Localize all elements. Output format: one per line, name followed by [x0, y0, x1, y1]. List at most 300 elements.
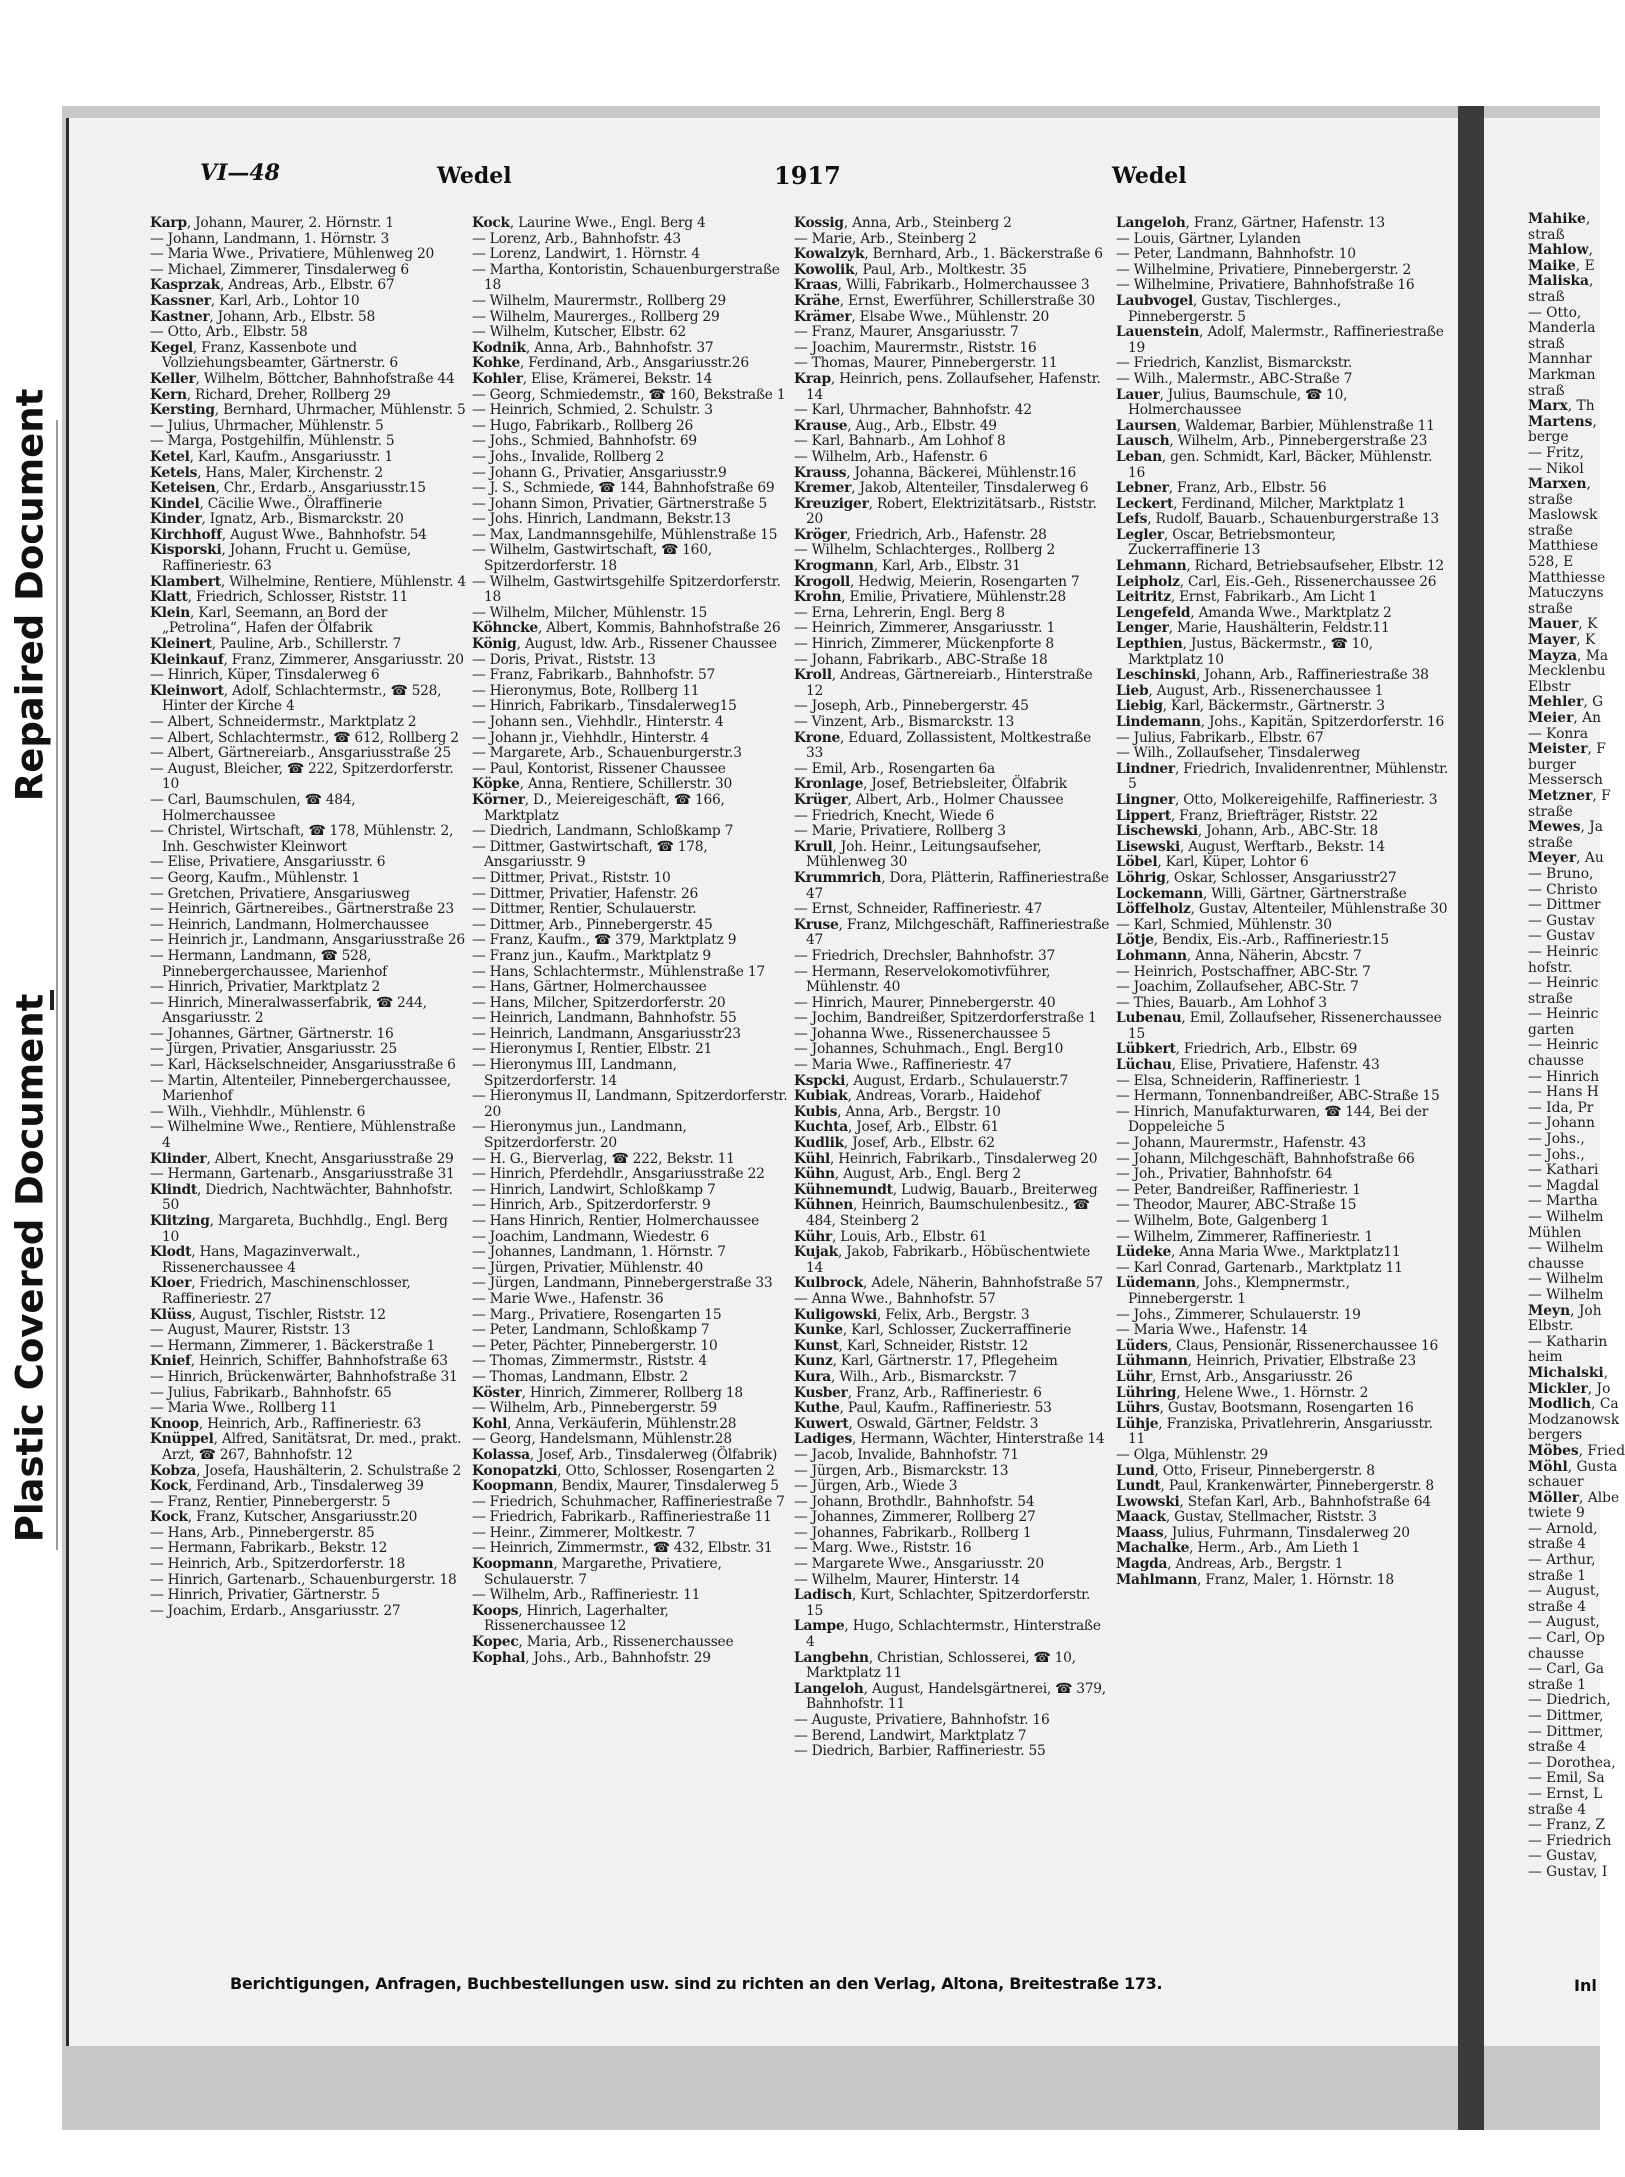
directory-entry: Lühring, Helene Wwe., 1. Hörnstr. 2	[1116, 1384, 1369, 1401]
directory-entry: Ladiges, Hermann, Wächter, Hinterstraße 14	[794, 1431, 1105, 1448]
directory-entry: Lepthien, Justus, Bäckermstr., ☎ 10, Marktplatz 10	[1116, 636, 1373, 668]
directory-entry: Lischewski, Johann, Arb., ABC-Str. 18	[1116, 823, 1378, 840]
directory-entry: — Johann G., Privatier, Ansgariusstr.9	[472, 464, 727, 481]
directory-entry: — Jürgen, Landmann, Pinnebergerstraße 33	[472, 1275, 773, 1292]
directory-entry: Legler, Oscar, Betriebsmonteur, Zuckerraffinerie 13	[1116, 526, 1336, 559]
directory-entry: Lührs, Gustav, Bootsmann, Rosengarten 16	[1116, 1400, 1414, 1417]
directory-entry: — Hans, Gärtner, Holmerchaussee	[472, 979, 707, 996]
directory-entry: — Wilhelmine, Privatiere, Bahnhofstraße 16	[1116, 277, 1415, 294]
next-page-line: — Ernst, L	[1528, 1785, 1603, 1802]
directory-entry: Lund, Otto, Friseur, Pinnebergerstr. 8	[1116, 1462, 1375, 1479]
next-page-line: straß	[1528, 382, 1565, 399]
directory-entry: Koops, Hinrich, Lagerhalter, Rissenerchaussee 12	[472, 1602, 669, 1635]
directory-entry: — Heinrich, Landmann, Ansgariusstr23	[472, 1025, 741, 1042]
directory-entry: Koopmann, Margarethe, Privatiere, Schulauerstr. 7	[472, 1556, 722, 1588]
directory-entry: — Maria Wwe., Raffineriestr. 47	[794, 1057, 1012, 1074]
directory-entry: Lebner, Franz, Arb., Elbstr. 56	[1116, 480, 1327, 497]
next-page-line: chausse	[1528, 1053, 1585, 1070]
directory-entry: Magda, Andreas, Arb., Bergstr. 1	[1116, 1556, 1344, 1573]
directory-entry: — August, Bleicher, ☎ 222, Spitzerdorferstr. 10	[150, 760, 454, 793]
directory-entry: — Johannes, Landmann, 1. Hörnstr. 7	[472, 1244, 726, 1261]
directory-entry: — Peter, Landmann, Schloßkamp 7	[472, 1322, 710, 1339]
directory-entry: — Maria Wwe., Hafenstr. 14	[1116, 1322, 1308, 1339]
next-page-line: — Friedrich	[1528, 1832, 1612, 1849]
next-page-line: — Konra	[1528, 725, 1589, 742]
directory-entry: Lingner, Otto, Molkereigehilfe, Raffineriestr. 3	[1116, 791, 1438, 808]
place-heading-right: Wedel	[1112, 163, 1187, 189]
next-page-line: twiete 9	[1528, 1505, 1585, 1522]
next-page-line: Mannhar	[1528, 351, 1592, 368]
next-page-line: — Carl, Ga	[1528, 1661, 1604, 1678]
next-page-line: Mehler, G	[1528, 694, 1604, 711]
next-page-line: — Fritz,	[1528, 444, 1584, 461]
directory-entry: Kühr, Louis, Arb., Elbstr. 61	[794, 1228, 988, 1245]
directory-entry: Lundt, Paul, Krankenwärter, Pinnebergerstr. 8	[1116, 1478, 1434, 1495]
directory-entry: Kroll, Andreas, Gärtnereiarb., Hinterstraße 12	[794, 667, 1093, 699]
next-page-line: Mauer, K	[1528, 616, 1598, 633]
directory-entry: Leitritz, Ernst, Fabrikarb., Am Licht 1	[1116, 589, 1377, 606]
directory-entry: Lühje, Franziska, Privatlehrerin, Ansgariusstr. 11	[1116, 1415, 1433, 1448]
next-page-line: — Johs.,	[1528, 1131, 1585, 1148]
directory-entry: — Johann Simon, Privatier, Gärtnerstraße 5	[472, 495, 768, 512]
next-page-line: — Katharin	[1528, 1333, 1608, 1350]
directory-column-2	[472, 216, 788, 1968]
directory-entry: Köster, Hinrich, Zimmerer, Rollberg 18	[472, 1384, 743, 1401]
next-page-line: — Bruno,	[1528, 865, 1594, 882]
directory-entry: Lenger, Marie, Haushälterin, Feldstr.11	[1116, 620, 1390, 637]
directory-entry: — Hermann, Tonnenbandreißer, ABC-Straße 15	[1116, 1088, 1440, 1105]
directory-entry: — Karl, Uhrmacher, Bahnhofstr. 42	[794, 402, 1032, 419]
directory-entry: — Martha, Kontoristin, Schauenburgerstraße 18	[472, 261, 780, 294]
directory-entry: Kronlage, Josef, Betriebsleiter, Ölfabrik	[794, 776, 1067, 793]
directory-entry: — Georg, Handelsmann, Mühlenstr.28	[472, 1431, 732, 1448]
directory-entry: — Erna, Lehrerin, Engl. Berg 8	[794, 604, 1005, 621]
directory-entry: — Johanna Wwe., Rissenerchaussee 5	[794, 1025, 1051, 1042]
directory-entry: Kegel, Franz, Kassenbote und Vollziehungsbeamter, Gärtnerstr. 6	[150, 339, 398, 372]
next-page-line: — Dittmer,	[1528, 1708, 1604, 1724]
directory-entry: Kspcki, August, Erdarb., Schulauerstr.7	[794, 1072, 1069, 1089]
directory-entry: — Marie, Privatiere, Rollberg 3	[794, 823, 1006, 840]
next-page-line: Matthiese	[1528, 538, 1599, 555]
directory-entry: — Hieronymus jun., Landmann, Spitzerdorferstr. 20	[472, 1119, 687, 1152]
directory-entry: Kusber, Franz, Arb., Raffineriestr. 6	[794, 1384, 1042, 1401]
directory-entry: — Karl Conrad, Gartenarb., Marktplatz 11	[1116, 1259, 1403, 1276]
directory-entry: Ladisch, Kurt, Schlachter, Spitzerdorferstr. 15	[794, 1587, 1091, 1619]
directory-entry: — Friedrich, Fabrikarb., Raffineriestraße 11	[472, 1509, 772, 1526]
stamp-label-repaired: Repaired Document	[8, 388, 52, 802]
directory-entry: Kühnen, Heinrich, Baumschulenbesitz., ☎ 484, Steinberg 2	[794, 1197, 1090, 1229]
next-page-line: — Wilhelm	[1528, 1271, 1604, 1288]
directory-entry: Köhncke, Albert, Kommis, Bahnhofstraße 26	[472, 620, 781, 637]
directory-entry: — Thomas, Zimmermstr., Riststr. 4	[472, 1353, 708, 1370]
directory-entry: — Maria Wwe., Rollberg 11	[150, 1400, 338, 1417]
directory-entry: — Johann sen., Viehhdlr., Hinterstr. 4	[472, 714, 724, 730]
next-page-line: — Otto,	[1528, 304, 1582, 321]
directory-entry: — Peter, Pächter, Pinnebergerstr. 10	[472, 1337, 718, 1354]
next-page-line: bergers	[1528, 1427, 1583, 1444]
directory-entry: Lausch, Wilhelm, Arb., Pinnebergerstraße 23	[1116, 433, 1428, 450]
next-page-line: — Arthur,	[1528, 1552, 1596, 1569]
directory-entry: — Hieronymus, Bote, Rollberg 11	[472, 682, 700, 699]
directory-entry: — Gretchen, Privatiere, Ansgariusweg	[150, 885, 410, 902]
next-page-line: Matuczyns	[1528, 585, 1604, 602]
directory-entry: — Georg, Schmiedemstr., ☎ 160, Bekstraße 1	[472, 386, 786, 403]
directory-entry: Kröger, Friedrich, Arb., Hafenstr. 28	[794, 526, 1047, 543]
directory-entry: Kohl, Anna, Verkäuferin, Mühlenstr.28	[472, 1415, 737, 1432]
directory-entry: Leschinski, Johann, Arb., Raffineriestraße 38	[1116, 667, 1429, 684]
directory-entry: Kunke, Karl, Schlosser, Zuckerraffinerie	[794, 1322, 1072, 1339]
directory-entry: — Julius, Fabrikarb., Bahnhofstr. 65	[150, 1384, 392, 1401]
directory-entry: Lüdemann, Johs., Klempnermstr., Pinnebergerstr. 1	[1116, 1275, 1350, 1307]
directory-entry: Kuligowski, Felix, Arb., Bergstr. 3	[794, 1306, 1030, 1323]
next-page-line: Elbstr.	[1528, 1318, 1574, 1335]
directory-entry: Krull, Joh. Heinr., Leitungsaufseher, Mühlenweg 30	[794, 838, 1042, 871]
directory-entry: — Olga, Mühlenstr. 29	[1116, 1446, 1268, 1463]
directory-entry: — H. G., Bierverlag, ☎ 222, Bekstr. 11	[472, 1150, 735, 1167]
directory-entry: — Hieronymus III, Landmann, Spitzerdorferstr. 14	[472, 1057, 677, 1089]
directory-entry: — Dittmer, Rentier, Schulauerstr.	[472, 901, 697, 918]
directory-entry: — Paul, Kontorist, Rissener Chaussee	[472, 760, 726, 777]
directory-entry: Klitzing, Margareta, Buchhdlg., Engl. Berg 10	[150, 1213, 448, 1245]
directory-entry: — Hinrich, Privatier, Gärtnerstr. 5	[150, 1587, 380, 1604]
directory-entry: Lübkert, Friedrich, Arb., Elbstr. 69	[1116, 1041, 1357, 1058]
directory-entry: — Julius, Uhrmacher, Mühlenstr. 5	[150, 417, 384, 434]
place-heading-left: Wedel	[437, 163, 512, 189]
directory-entry: Löffelholz, Gustav, Altenteiler, Mühlenstraße 30	[1116, 901, 1448, 918]
next-page-line: chausse	[1528, 1645, 1585, 1662]
directory-entry: — Georg, Kaufm., Mühlenstr. 1	[150, 869, 361, 886]
next-page-line: Maliska,	[1528, 273, 1594, 290]
directory-entry: — Friedrich, Schuhmacher, Raffineriestraße 7	[472, 1493, 785, 1510]
directory-entry: — Wilhelm, Gastwirtsgehilfe Spitzerdorferstr. 18	[472, 573, 781, 606]
directory-entry: — Johannes, Schuhmach., Engl. Berg10	[794, 1041, 1064, 1058]
directory-entry: Lisewski, August, Werftarb., Bekstr. 14	[1116, 838, 1385, 855]
directory-entry: — Johannes, Gärtner, Gärtnerstr. 16	[150, 1025, 394, 1042]
directory-entry: — Wilhelm, Arb., Raffineriestr. 11	[472, 1587, 701, 1604]
next-page-line: Meier, An	[1528, 710, 1601, 726]
directory-entry: — Friedrich, Drechsler, Bahnhofstr. 37	[794, 947, 1056, 964]
directory-entry: Kühn, August, Arb., Engl. Berg 2	[794, 1166, 1021, 1183]
scan-bottom-margin	[62, 2130, 1600, 2177]
directory-entry: Kobza, Josefa, Haushälterin, 2. Schulstraße 2	[150, 1462, 462, 1479]
directory-entry: — Elsa, Schneiderin, Raffineriestr. 1	[1116, 1072, 1362, 1089]
directory-entry: — Peter, Landmann, Bahnhofstr. 10	[1116, 246, 1356, 263]
directory-entry: Kasprzak, Andreas, Arb., Elbstr. 67	[150, 277, 395, 294]
directory-entry: — Vinzent, Arb., Bismarckstr. 13	[794, 714, 1015, 730]
next-page-line: Mühlen	[1528, 1224, 1582, 1241]
directory-entry: Kolassa, Josef, Arb., Tinsdalerweg (Ölfabrik)	[472, 1446, 778, 1463]
directory-entry: Laursen, Waldemar, Barbier, Mühlenstraße 11	[1116, 417, 1435, 434]
directory-entry: — Karl, Schmied, Mühlenstr. 30	[1116, 916, 1332, 933]
stamp-label-plastic-covered: Plastic Covered Document	[8, 993, 52, 1543]
directory-entry: Lüchau, Elise, Privatiere, Hafenstr. 43	[1116, 1057, 1380, 1074]
directory-entry: — Hinrich, Mineralwasserfabrik, ☎ 244, Ansgariusstr. 2	[150, 994, 427, 1027]
directory-entry: — Johs., Schmied, Bahnhofstr. 69	[472, 433, 697, 450]
directory-entry: — Joachim, Maurermstr., Riststr. 16	[794, 339, 1037, 356]
directory-entry: — Hugo, Fabrikarb., Rollberg 26	[472, 417, 694, 434]
year-heading: 1917	[774, 161, 841, 190]
directory-entry: Kock, Franz, Kutscher, Ansgariusstr.20	[150, 1509, 418, 1526]
next-page-line: straß	[1528, 226, 1565, 243]
directory-entry: Kujak, Jakob, Fabrikarb., Höbüschentwiete 14	[794, 1244, 1091, 1276]
book-gutter	[1458, 106, 1484, 2130]
next-page-line: Modlich, Ca	[1528, 1396, 1619, 1413]
next-page-line: Manderla	[1528, 320, 1596, 337]
directory-entry: Leban, gen. Schmidt, Karl, Bäcker, Mühlenstr. 16	[1116, 448, 1433, 481]
directory-entry: — Friedrich, Knecht, Wiede 6	[794, 807, 995, 824]
next-page-line: — Hinrich	[1528, 1068, 1600, 1085]
next-page-line: garten	[1528, 1021, 1575, 1038]
directory-entry: Ketel, Karl, Kaufm., Ansgariusstr. 1	[150, 448, 393, 465]
directory-entry: Kassner, Karl, Arb., Lohtor 10	[150, 292, 360, 309]
next-page-line: Meister, F	[1528, 741, 1606, 758]
directory-entry: Lwowski, Stefan Karl, Arb., Bahnhofstraße 64	[1116, 1493, 1431, 1510]
next-page-line: Marx, Th	[1528, 398, 1595, 415]
next-page-line: — Magdal	[1528, 1177, 1599, 1194]
directory-entry: — Heinrich, Schmied, 2. Schulstr. 3	[472, 402, 713, 419]
next-page-line: — August,	[1528, 1614, 1600, 1631]
directory-entry: — Berend, Landwirt, Marktplatz 7	[794, 1727, 1027, 1744]
next-page-line: Matthiesse	[1528, 569, 1606, 586]
directory-entry: — Jacob, Invalide, Bahnhofstr. 71	[794, 1446, 1019, 1463]
directory-entry: Lefs, Rudolf, Bauarb., Schauenburgerstraße 13	[1116, 511, 1439, 528]
directory-entry: — Johann jr., Viehhdlr., Hinterstr. 4	[472, 729, 709, 746]
directory-entry: — Albert, Schneidermstr., Marktplatz 2	[150, 714, 417, 730]
directory-entry: — Marie Wwe., Hafenstr. 36	[472, 1290, 664, 1307]
directory-entry: — Johann, Fabrikarb., ABC-Straße 18	[794, 651, 1048, 668]
next-page-line: Michalski,	[1528, 1364, 1609, 1381]
next-page-line: straße	[1528, 834, 1573, 851]
next-page-line: — Johs.,	[1528, 1146, 1585, 1163]
directory-entry: Lubenau, Emil, Zollaufseher, Rissenerchaussee 15	[1116, 1010, 1442, 1042]
directory-entry: Lötje, Bendix, Eis.-Arb., Raffineriestr.15	[1116, 932, 1389, 949]
next-page-line: Mewes, Ja	[1528, 819, 1604, 836]
next-page-line: straße	[1528, 600, 1573, 617]
directory-entry: Langbehn, Christian, Schlosserei, ☎ 10, Marktplatz 11	[794, 1649, 1076, 1682]
directory-entry: — Albert, Gärtnereiarb., Ansgariusstraße 25	[150, 745, 451, 762]
next-page-line: straße 4	[1528, 1739, 1586, 1756]
directory-entry: Krone, Eduard, Zollassistent, Moltkestraße 33	[794, 729, 1092, 762]
directory-entry: Kossig, Anna, Arb., Steinberg 2	[794, 215, 1012, 231]
directory-entry: — Jürgen, Arb., Wiede 3	[794, 1478, 958, 1495]
directory-entry: — Carl, Baumschulen, ☎ 484, Holmerchaussee	[150, 791, 356, 824]
directory-entry: — Marg., Privatiere, Rosengarten 15	[472, 1306, 722, 1323]
directory-entry: — Elise, Privatiere, Ansgariusstr. 6	[150, 854, 386, 871]
directory-entry: Krüger, Albert, Arb., Holmer Chaussee	[794, 791, 1064, 808]
next-page-line: — August,	[1528, 1583, 1600, 1600]
directory-entry: — Franz jun., Kaufm., Marktplatz 9	[472, 947, 711, 964]
directory-entry: — Ernst, Schneider, Raffineriestr. 47	[794, 901, 1043, 918]
directory-entry: Kremer, Jakob, Altenteiler, Tinsdalerweg 6	[794, 480, 1089, 497]
directory-entry: — Franz, Rentier, Pinnebergerstr. 5	[150, 1493, 391, 1510]
directory-entry: Kunz, Karl, Gärtnerstr. 17, Pflegeheim	[794, 1353, 1058, 1370]
directory-entry: — Hinrich, Gartenarb., Schauenburgerstr. 18	[150, 1571, 457, 1588]
next-page-line: burger	[1528, 756, 1576, 773]
directory-entry: Lauer, Julius, Baumschule, ☎ 10, Holmerchaussee	[1116, 386, 1348, 419]
directory-entry: Lohmann, Anna, Näherin, Abcstr. 7	[1116, 947, 1362, 964]
directory-entry: Lieb, August, Arb., Rissenerchaussee 1	[1116, 682, 1384, 699]
directory-entry: — Joachim, Erdarb., Ansgariusstr. 27	[150, 1602, 401, 1619]
directory-entry: — Hermann, Gartenarb., Ansgariusstraße 31	[150, 1166, 455, 1183]
directory-entry: Klein, Karl, Seemann, an Bord der „Petrolina“, Hafen der Ölfabrik	[150, 604, 388, 637]
directory-entry: Liebig, Karl, Bäckermstr., Gärtnerstr. 3	[1116, 698, 1385, 715]
directory-entry: Kunst, Karl, Schneider, Riststr. 12	[794, 1337, 1029, 1354]
next-page-line: Modzanowsk	[1528, 1411, 1620, 1428]
directory-entry: — Heinr., Zimmerer, Moltkestr. 7	[472, 1524, 696, 1541]
directory-entry: Kowalzyk, Bernhard, Arb., 1. Bäckerstraße 6	[794, 246, 1103, 263]
directory-entry: — Hans, Schlachtermstr., Mühlenstraße 17	[472, 963, 765, 980]
directory-entry: — Joh., Privatier, Bahnhofstr. 64	[1116, 1166, 1333, 1183]
directory-entry: — Thomas, Maurer, Pinnebergerstr. 11	[794, 355, 1058, 372]
directory-entry: — Wilhelm, Maurer, Hinterstr. 14	[794, 1571, 1020, 1588]
directory-entry: Kirchhoff, August Wwe., Bahnhofstr. 54	[150, 526, 427, 543]
next-page-line: — Arnold,	[1528, 1520, 1598, 1537]
directory-entry: Knoop, Heinrich, Arb., Raffineriestr. 63	[150, 1415, 422, 1432]
directory-entry: — Max, Landmannsgehilfe, Mühlenstraße 15	[472, 526, 778, 543]
next-page-line: — Kathari	[1528, 1162, 1599, 1179]
directory-entry: Klüss, August, Tischler, Riststr. 12	[150, 1306, 386, 1323]
directory-entry: — Wilhelm, Zimmerer, Raffineriestr. 1	[1116, 1228, 1373, 1245]
directory-entry: — Thies, Bauarb., Am Lohhof 3	[1116, 994, 1327, 1011]
directory-entry: Kohke, Ferdinand, Arb., Ansgariusstr.26	[472, 355, 749, 372]
next-page-line: — Gustav	[1528, 912, 1595, 929]
next-page-line: straße 1	[1528, 1567, 1586, 1584]
directory-entry: — Wilhelmine Wwe., Rentiere, Mühlenstraße 4	[150, 1119, 456, 1152]
directory-entry: — Hinrich, Fabrikarb., Tinsdalerweg15	[472, 698, 737, 715]
directory-entry: — Hermann, Reservelokomotivführer, Mühlenstr. 40	[794, 963, 1051, 996]
next-page-line: Maike, E	[1528, 257, 1595, 274]
directory-entry: — Heinrich, Landmann, Bahnhofstr. 55	[472, 1010, 737, 1027]
directory-entry: — Johann, Brothdlr., Bahnhofstr. 54	[794, 1493, 1035, 1510]
directory-entry: — Wilhelmine, Privatiere, Pinnebergerstr. 2	[1116, 261, 1412, 278]
next-page-line: straße 1	[1528, 1676, 1586, 1693]
directory-entry: Lindner, Friedrich, Invalidenrentner, Mühlenstr. 5	[1116, 760, 1449, 793]
publisher-notice: Berichtigungen, Anfragen, Buchbestellungen usw. sind zu richten an den Verlag, Altona, Breitestraße 173.	[230, 1974, 1163, 1993]
directory-entry: Kowolik, Paul, Arb., Moltkestr. 35	[794, 261, 1027, 278]
directory-entry: Kudlik, Josef, Arb., Elbstr. 62	[794, 1135, 995, 1152]
next-page-line: — Ida, Pr	[1528, 1099, 1594, 1116]
directory-entry: — Anna Wwe., Bahnhofstr. 57	[794, 1290, 996, 1307]
directory-entry: Langeloh, Franz, Gärtner, Hafenstr. 13	[1116, 215, 1385, 231]
next-page-line: chausse	[1528, 1255, 1585, 1272]
next-page-line: Mayer, K	[1528, 632, 1596, 649]
directory-entry: Lippert, Franz, Briefträger, Riststr. 22	[1116, 807, 1378, 824]
next-page-line: — Diedrich,	[1528, 1692, 1611, 1709]
next-page-line: Metzner, F	[1528, 787, 1611, 804]
directory-entry: Kubiak, Andreas, Vorarb., Haidehof	[794, 1088, 1041, 1105]
directory-entry: Kubis, Anna, Arb., Bergstr. 10	[794, 1103, 1001, 1120]
directory-entry: — Franz, Fabrikarb., Bahnhofstr. 57	[472, 667, 716, 684]
directory-column-3	[794, 216, 1110, 1968]
directory-entry: — Marg. Wwe., Riststr. 16	[794, 1540, 972, 1557]
directory-entry: — Hinrich, Manufakturwaren, ☎ 144, Bei der Doppeleiche 5	[1116, 1103, 1429, 1136]
directory-entry: Lehmann, Richard, Betriebsaufseher, Elbstr. 12	[1116, 558, 1444, 575]
next-page-line: Meyn, Joh	[1528, 1302, 1602, 1319]
next-page-line: — Heinric	[1528, 975, 1599, 992]
directory-entry: Lühmann, Heinrich, Privatier, Elbstraße 23	[1116, 1353, 1416, 1370]
directory-column-4	[1116, 216, 1450, 1968]
directory-entry: — Theodor, Maurer, ABC-Straße 15	[1116, 1197, 1357, 1214]
directory-entry: — Johann, Landmann, 1. Hörnstr. 3	[150, 230, 390, 247]
next-page-line: Elbstr	[1528, 678, 1571, 695]
next-page-line: Möller, Albe	[1528, 1489, 1620, 1506]
directory-entry: — Jürgen, Privatier, Mühlenstr. 40	[472, 1259, 704, 1276]
directory-entry: Kruse, Franz, Milchgeschäft, Raffineriestraße 47	[794, 916, 1110, 949]
next-page-line: — Heinric	[1528, 943, 1599, 960]
directory-entry: — Hinrich, Küper, Tinsdalerweg 6	[150, 667, 380, 684]
next-page-line: straß	[1528, 288, 1565, 305]
directory-entry: — Heinrich, Zimmerer, Ansgariusstr. 1	[794, 620, 1055, 637]
directory-entry: Klodt, Hans, Magazinverwalt., Rissenerchaussee 4	[150, 1244, 361, 1276]
next-page-line: — Carl, Op	[1528, 1630, 1605, 1647]
next-page-line: straß	[1528, 335, 1565, 352]
directory-entry: — Hermann, Landmann, ☎ 528, Pinnebergerchaussee, Marienhof	[150, 947, 388, 980]
directory-entry: Lindemann, Johs., Kapitän, Spitzerdorferstr. 16	[1116, 714, 1445, 730]
directory-entry: — Hinrich, Arb., Spitzerdorferstr. 9	[472, 1197, 711, 1214]
next-page-line: Mahlow,	[1528, 242, 1593, 259]
next-page-line: — Heinric	[1528, 1006, 1599, 1023]
next-page-line: — Heinric	[1528, 1037, 1599, 1054]
directory-entry: Löhrig, Oskar, Schlosser, Ansgariusstr27	[1116, 869, 1397, 886]
directory-entry: — Heinrich, Landmann, Holmerchaussee	[150, 916, 429, 933]
next-page-line: — Gustav	[1528, 928, 1595, 945]
next-page-line: Maslowsk	[1528, 507, 1598, 524]
next-page-line: Martens,	[1528, 413, 1597, 430]
directory-entry: Kraas, Willi, Fabrikarb., Holmerchaussee 3	[794, 277, 1090, 294]
directory-entry: — Joseph, Arb., Pinnebergerstr. 45	[794, 698, 1029, 715]
directory-entry: — Franz, Maurer, Ansgariusstr. 7	[794, 324, 1019, 341]
next-page-line: Möhl, Gusta	[1528, 1458, 1618, 1475]
directory-entry: Krauss, Johanna, Bäckerei, Mühlenstr.16	[794, 464, 1077, 481]
directory-entry: Kastner, Johann, Arb., Elbstr. 58	[150, 308, 376, 325]
directory-entry: Körner, D., Meiereigeschäft, ☎ 166, Marktplatz	[472, 791, 725, 824]
directory-entry: — Wilh., Viehhdlr., Mühlenstr. 6	[150, 1103, 366, 1120]
directory-entry: — Thomas, Landmann, Elbstr. 2	[472, 1368, 689, 1385]
next-page-line: straße 4	[1528, 1598, 1586, 1615]
directory-entry: Lauenstein, Adolf, Malermstr., Raffineriestraße 19	[1116, 324, 1444, 356]
directory-entry: — Heinrich, Gärtnereibes., Gärtnerstraße 23	[150, 901, 454, 918]
directory-entry: — Johann, Milchgeschäft, Bahnhofstraße 66	[1116, 1150, 1415, 1167]
directory-entry: — Heinrich, Arb., Spitzerdorferstr. 18	[150, 1556, 406, 1573]
directory-entry: Knief, Heinrich, Schiffer, Bahnhofstraße 63	[150, 1353, 448, 1370]
directory-entry: — Wilhelm, Maurermstr., Rollberg 29	[472, 292, 726, 309]
directory-entry: — Dittmer, Privat., Riststr. 10	[472, 869, 671, 886]
directory-entry: — Dittmer, Privatier, Hafenstr. 26	[472, 885, 699, 902]
directory-entry: Krap, Heinrich, pens. Zollaufseher, Hafenstr. 14	[794, 370, 1101, 403]
directory-entry: — Heinrich jr., Landmann, Ansgariusstraße 26	[150, 932, 465, 949]
next-page-line: Meyer, Au	[1528, 850, 1604, 867]
next-page-line: — Martha	[1528, 1193, 1598, 1210]
directory-entry: Kophal, Johs., Arb., Bahnhofstr. 29	[472, 1649, 711, 1666]
directory-entry: Keller, Wilhelm, Böttcher, Bahnhofstraße 44	[150, 370, 455, 387]
next-page-line: Mecklenbu	[1528, 663, 1606, 680]
directory-entry: Kisporski, Johann, Frucht u. Gemüse, Raffineriestr. 63	[150, 542, 411, 575]
directory-entry: — Johs., Invalide, Rollberg 2	[472, 448, 664, 465]
directory-entry: Leipholz, Carl, Eis.-Geh., Rissenerchaussee 26	[1116, 573, 1437, 590]
next-page-line: Mahike,	[1528, 211, 1591, 227]
directory-entry: Konopatzki, Otto, Schlosser, Rosengarten 2	[472, 1462, 775, 1479]
next-page-line: straße	[1528, 803, 1573, 820]
directory-entry: — Franz, Kaufm., ☎ 379, Marktplatz 9	[472, 932, 737, 949]
directory-entry: Maass, Julius, Fuhrmann, Tinsdalerweg 20	[1116, 1524, 1410, 1541]
directory-entry: — Margarete Wwe., Ansgariusstr. 20	[794, 1556, 1044, 1573]
directory-entry: — Jürgen, Arb., Bismarckstr. 13	[794, 1462, 1009, 1479]
directory-entry: Krähe, Ernst, Ewerführer, Schillerstraße 30	[794, 292, 1095, 309]
directory-entry: — Albert, Schlachtermstr., ☎ 612, Rollberg 2	[150, 729, 459, 746]
directory-entry: — Louis, Gärtner, Lylanden	[1116, 230, 1301, 247]
next-page-line: hofstr.	[1528, 959, 1573, 976]
repair-stamp	[0, 210, 60, 1543]
